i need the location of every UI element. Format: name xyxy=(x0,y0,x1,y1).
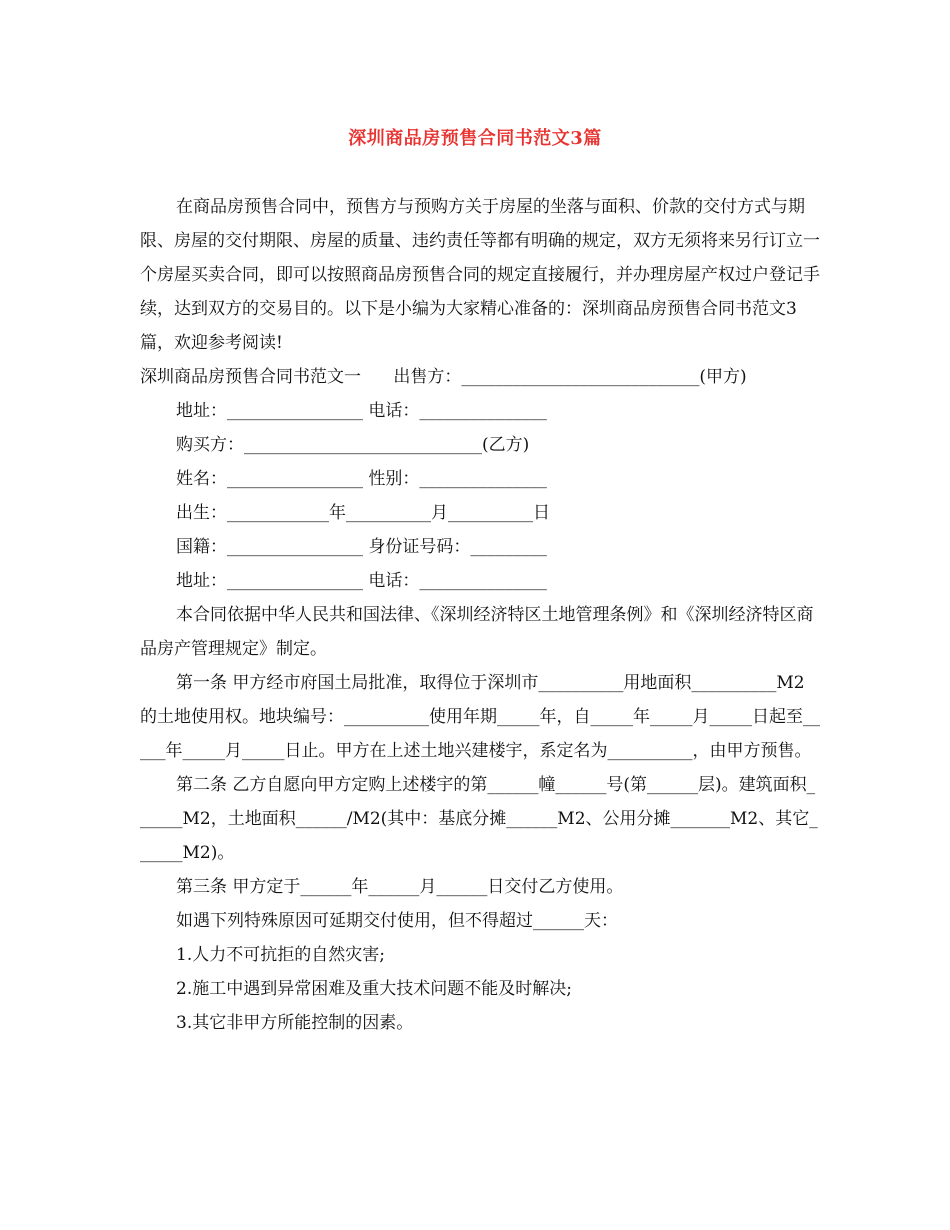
article-3: 第三条 甲方定于______年______月______日交付乙方使用。 xyxy=(176,877,624,897)
basis-paragraph: 本合同依据中华人民共和国法律、《深圳经济特区土地管理条例》和《深圳经济特区商品房产管理规定》制定。 xyxy=(140,605,814,659)
buyer-birth-line: 出生：____________年__________月__________日 xyxy=(176,503,550,523)
intro-paragraph: 在商品房预售合同中，预售方与预购方关于房屋的坐落与面积、价款的交付方式与期限、房屋的交付期限、房屋的质量、违约责任等都有明确的规定，双方无须将来另行订立一个房屋买卖合同，即可以按照商品房预售合同的规定直接履行，并办理房屋产权过户登记手续，达到双方的交易目的。以下是小编为大家精心准备的：深圳商品房预售合同书范文3篇，欢迎参考阅读! xyxy=(140,197,820,353)
delay-paragraph: 如遇下列特殊原因可延期交付使用，但不得超过______天： xyxy=(176,911,618,931)
buyer-nationality-line: 国籍：________________ 身份证号码：_________ xyxy=(176,537,547,557)
list-item: 3.其它非甲方所能控制的因素。 xyxy=(176,1013,414,1033)
document-title: 深圳商品房预售合同书范文3篇 xyxy=(348,128,602,149)
buyer-address-line: 地址：________________ 电话：_______________ xyxy=(176,571,547,591)
article-1: 第一条 甲方经市府国土局批准，取得位于深圳市__________用地面积__________M2的土地使用权。地块编号：__________使用年期_____年，自_____年_____月_____日起至_____年_____月_____日止。甲方在上述土地兴建楼宇，系定名为__________，由甲方预售。 xyxy=(140,673,820,761)
list-item: 2.施工中遇到异常困难及重大技术问题不能及时解决; xyxy=(176,979,572,999)
document-body xyxy=(140,190,820,1040)
article-2: 第二条 乙方自愿向甲方定购上述楼宇的第______幢______号(第______层)。建筑面积______M2，土地面积______/M2(其中：基底分摊______M2、公用分摊_______M2、其它______M2)。 xyxy=(140,775,818,863)
seller-address-line: 地址：________________ 电话：_______________ xyxy=(176,401,547,421)
list-item: 1.人力不可抗拒的自然灾害; xyxy=(176,945,385,965)
buyer-line: 购买方：____________________________(乙方) xyxy=(176,435,530,455)
buyer-name-line: 姓名：________________ 性别：_______________ xyxy=(176,469,547,489)
seller-line: 深圳商品房预售合同书范文一 出售方：____________________________(甲方) xyxy=(140,367,747,387)
